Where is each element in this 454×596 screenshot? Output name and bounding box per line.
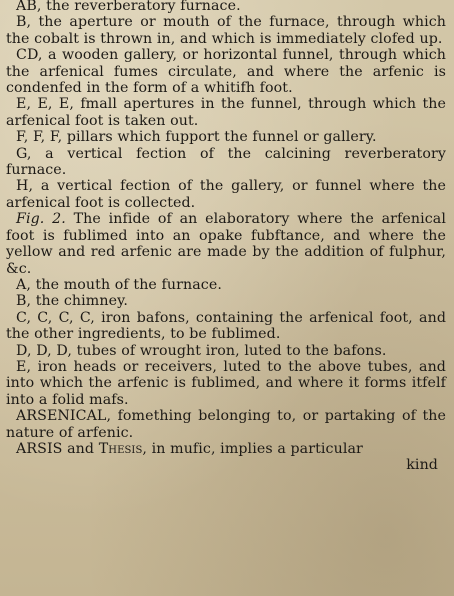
paragraph-cd: CD, a wooden gallery, or horizontal funnel, through which the arfenical fumes circulate, and where the arfenic is condenfed in the form of a whitifh foot.	[6, 47, 446, 97]
entry-arsenical	[6, 408, 446, 441]
paragraph-e2: E, iron heads or receivers, luted to the above tubes, and into which the arfenic is fublimed, and where it forms itfelf into a folid mafs.	[6, 358, 446, 408]
entry-arsis	[6, 441, 446, 457]
figure-description: The infide of an elaboratory where the arfenical foot is fublimed into an opake fubftance, and where the yellow and red arfenic are made by the addition of fulphur, &c.	[6, 211, 446, 277]
definition-arsenical: fomething belonging to, or partaking of the nature of arfenic.	[6, 408, 446, 441]
paragraph-a2: A, the mouth of the furnace.	[16, 276, 222, 293]
paragraph-eee: E, E, E, fmall apertures in the funnel, through which the arfenical foot is taken out.	[6, 96, 446, 129]
paragraph-b2: B, the chimney.	[16, 293, 128, 310]
headword-arsenical: ARSENICAL,	[16, 408, 112, 425]
definition-arsis: in mufic, implies a particular	[147, 440, 363, 457]
headword-thesis: Thesis,	[98, 440, 148, 457]
page-text-column	[6, 0, 446, 474]
connector-and: and	[62, 440, 99, 457]
paragraph-ab: AB, the reverberatory furnace.	[16, 0, 241, 14]
paragraph-cccc: C, C, C, C, iron bafons, containing the arfenical foot, and the other ingredients, to be fublimed.	[6, 309, 446, 343]
paragraph-b: B, the aperture or mouth of the furnace, through which the cobalt is thrown in, and which is immediately clofed up.	[6, 14, 446, 47]
paragraph-fig2	[6, 211, 446, 277]
paragraph-fff: F, F, F, pillars which fupport the funnel or gallery.	[16, 129, 377, 146]
figure-label: Fig. 2.	[16, 211, 66, 228]
paragraph-h: H, a vertical fection of the gallery, or funnel where the arfenical foot is collected.	[6, 178, 446, 211]
catchword: kind	[406, 457, 438, 474]
paragraph-g: G, a vertical fection of the calcining reverberatory furnace.	[6, 145, 446, 179]
paragraph-ddd: D, D, D, tubes of wrought iron, luted to the bafons.	[16, 342, 387, 359]
headword-arsis: ARSIS	[16, 440, 63, 457]
